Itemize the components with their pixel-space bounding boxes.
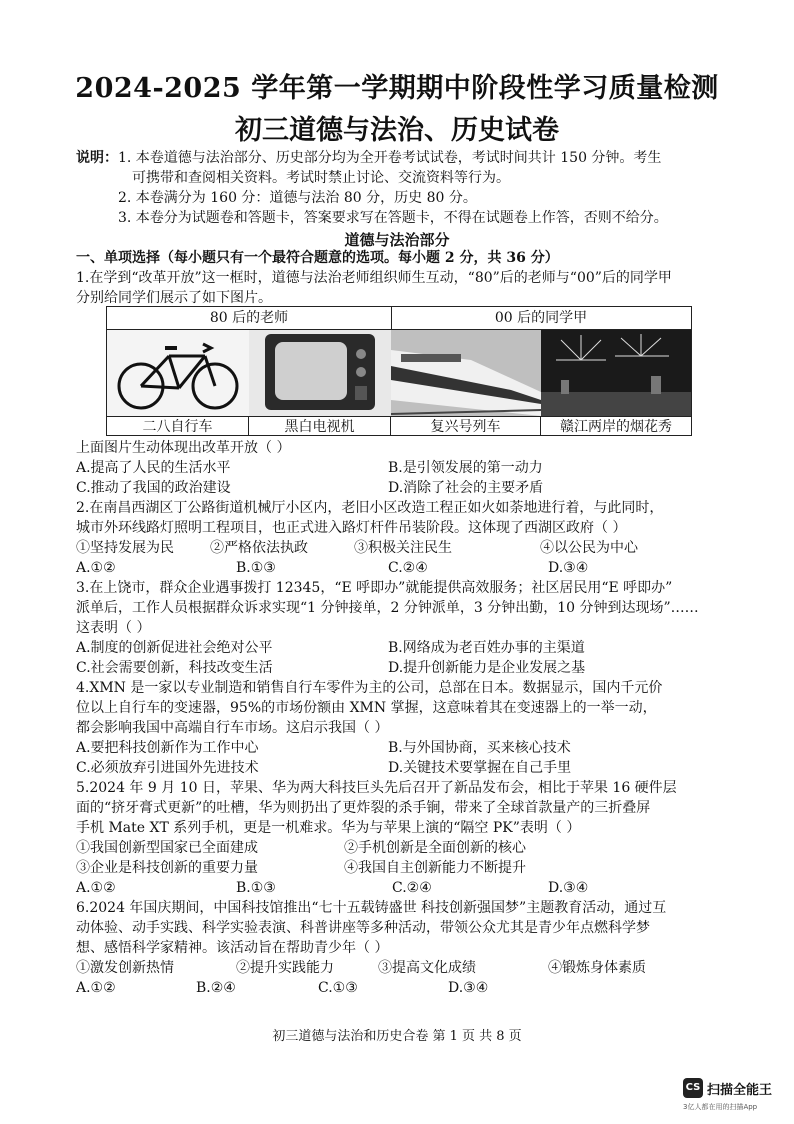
option: D.③④ bbox=[548, 560, 589, 576]
option: A.①② bbox=[76, 880, 116, 896]
option: D.消除了社会的主要矛盾 bbox=[388, 480, 544, 496]
option: D.③④ bbox=[548, 880, 589, 896]
q4-stem: 4.XMN 是一家以专业制造和销售自行车零件为主的公司，总部在日本。数据显示，国内千元价 bbox=[76, 680, 663, 696]
instruction-line: 1. 本卷道德与法治部分、历史部分均为全开卷考试试卷，考试时间共计 150 分钟。考生 bbox=[118, 150, 662, 166]
instruction-line: 3. 本卷分为试题卷和答题卡，答案要求写在答题卡，不得在试题卷上作答，否则不给分。 bbox=[118, 210, 668, 226]
q1-stem: 分别给同学们展示了如下图片。 bbox=[76, 290, 272, 306]
statement-item: ②提升实践能力 bbox=[236, 960, 334, 976]
statement-item: ④我国自主创新能力不断提升 bbox=[344, 860, 526, 876]
table-group-header: 00 后的同学甲 bbox=[391, 307, 691, 330]
statement-item: ②严格依法执政 bbox=[210, 540, 308, 556]
statement-item: ④以公民为中心 bbox=[540, 540, 638, 556]
q4-stem: 位以上自行车的变速器，95%的市场份额由 XMN 掌握，这意味着其在变速器上的一举一动， bbox=[76, 700, 657, 716]
option: C.社会需要创新，科技改变生活 bbox=[76, 660, 273, 676]
q6-stem: 想、感悟科学家精神。该活动旨在帮助青少年（ ） bbox=[76, 940, 389, 956]
instruction-line: 可携带和查阅相关资料。考试时禁止讨论、交流资料等行为。 bbox=[132, 170, 510, 186]
section-title: 道德与法治部分 bbox=[344, 231, 450, 249]
option: D.③④ bbox=[448, 980, 489, 996]
q4-stem: 都会影响我国中高端自行车市场。这启示我国（ ） bbox=[76, 720, 389, 736]
image-caption: 二八自行车 bbox=[107, 416, 249, 436]
option: D.关键技术要掌握在自己手里 bbox=[388, 760, 572, 776]
statement-item: ②手机创新是全面创新的核心 bbox=[344, 840, 526, 856]
exam-title: 2024-2025 学年第一学期期中阶段性学习质量检测 bbox=[75, 73, 719, 104]
tv-image bbox=[249, 330, 392, 416]
option: B.与外国协商，买来核心技术 bbox=[388, 740, 571, 756]
q3-stem: 派单后，工作人员根据群众诉求实现“1 分钟接单，2 分钟派单，3 分钟出勤，10 分钟到达现场”…… bbox=[76, 600, 699, 616]
option: C.②④ bbox=[392, 880, 432, 896]
option: C.推动了我国的政治建设 bbox=[76, 480, 231, 496]
option: A.①② bbox=[76, 980, 116, 996]
part-title: 一、单项选择（每小题只有一个最符合题意的选项。每小题 2 分，共 36 分） bbox=[76, 250, 559, 266]
watermark-name: 扫描全能王 bbox=[707, 1083, 773, 1098]
exam-subtitle: 初三道德与法治、历史试卷 bbox=[235, 115, 559, 146]
option: B.①③ bbox=[236, 880, 276, 896]
q2-stem: 2.在南昌西湖区丁公路街道机械厅小区内，老旧小区改造工程正如火如荼地进行着，与此同时， bbox=[76, 500, 664, 516]
watermark-tagline: 3亿人都在用的扫描App bbox=[683, 1103, 758, 1111]
image-caption: 复兴号列车 bbox=[391, 416, 541, 436]
option: D.提升创新能力是企业发展之基 bbox=[388, 660, 586, 676]
q1-stem: 1.在学到“改革开放”这一框时，道德与法治老师组织师生互动，“80”后的老师与“00”后的同学甲 bbox=[76, 270, 672, 286]
instruction-line: 2. 本卷满分为 160 分：道德与法治 80 分，历史 80 分。 bbox=[118, 190, 477, 206]
option: A.要把科技创新作为工作中心 bbox=[76, 740, 259, 756]
option: A.制度的创新促进社会绝对公平 bbox=[76, 640, 273, 656]
fireworks-image bbox=[541, 330, 691, 416]
option: C.①③ bbox=[318, 980, 358, 996]
option: C.必须放弃引进国外先进技术 bbox=[76, 760, 259, 776]
q3-stem: 3.在上饶市，群众企业遇事拨打 12345，“E 呼即办”就能提供高效服务；社区居民用“E 呼即办” bbox=[76, 580, 673, 596]
statement-item: ①我国创新型国家已全面建成 bbox=[76, 840, 258, 856]
option: C.②④ bbox=[388, 560, 428, 576]
q6-stem: 6.2024 年国庆期间，中国科技馆推出“七十五载铸盛世 科技创新强国梦”主题教育活动，通过互 bbox=[76, 900, 667, 916]
option: A.提高了人民的生活水平 bbox=[76, 460, 231, 476]
instructions-label: 说明： bbox=[76, 150, 118, 166]
q1-image-table bbox=[106, 306, 692, 436]
q5-stem: 面的“挤牙膏式更新”的吐槽，华为则扔出了更炸裂的杀手锏，带来了全球首款量产的三折叠屏 bbox=[76, 800, 651, 816]
train-image bbox=[391, 330, 542, 416]
q3-stem: 这表明（ ） bbox=[76, 620, 151, 636]
q1-question: 上面图片生动体现出改革开放（ ） bbox=[76, 440, 291, 456]
option: A.①② bbox=[76, 560, 116, 576]
image-caption: 赣江两岸的烟花秀 bbox=[541, 416, 691, 436]
option: B.①③ bbox=[236, 560, 276, 576]
option: B.②④ bbox=[196, 980, 236, 996]
statement-item: ①坚持发展为民 bbox=[76, 540, 174, 556]
table-group-header: 80 后的老师 bbox=[107, 307, 391, 330]
bicycle-image bbox=[107, 330, 250, 416]
q6-stem: 动体验、动手实践、科学实验表演、科普讲座等多种活动，带领公众尤其是青少年点燃科学梦 bbox=[76, 920, 650, 936]
q5-stem: 5.2024 年 9 月 10 日，苹果、华为两大科技巨头先后召开了新品发布会，相比于苹果 16 硬件层 bbox=[76, 780, 677, 796]
page-footer: 初三道德与法治和历史合卷 第 1 页 共 8 页 bbox=[272, 1029, 522, 1044]
scanner-watermark bbox=[683, 1078, 788, 1118]
q5-stem: 手机 Mate XT 系列手机，更是一机难求。华为与苹果上演的“隔空 PK”表明（ ） bbox=[76, 820, 581, 836]
image-caption: 黑白电视机 bbox=[249, 416, 391, 436]
camscanner-logo-icon: CS bbox=[683, 1078, 703, 1098]
statement-item: ①激发创新热情 bbox=[76, 960, 174, 976]
statement-item: ③企业是科技创新的重要力量 bbox=[76, 860, 258, 876]
statement-item: ③提高文化成绩 bbox=[378, 960, 476, 976]
option: B.网络成为老百姓办事的主渠道 bbox=[388, 640, 585, 656]
statement-item: ④锻炼身体素质 bbox=[548, 960, 646, 976]
option: B.是引领发展的第一动力 bbox=[388, 460, 543, 476]
q2-stem: 城市外环线路灯照明工程项目，也正式进入路灯杆件吊装阶段。这体现了西湖区政府（ ） bbox=[76, 520, 627, 536]
statement-item: ③积极关注民生 bbox=[354, 540, 452, 556]
